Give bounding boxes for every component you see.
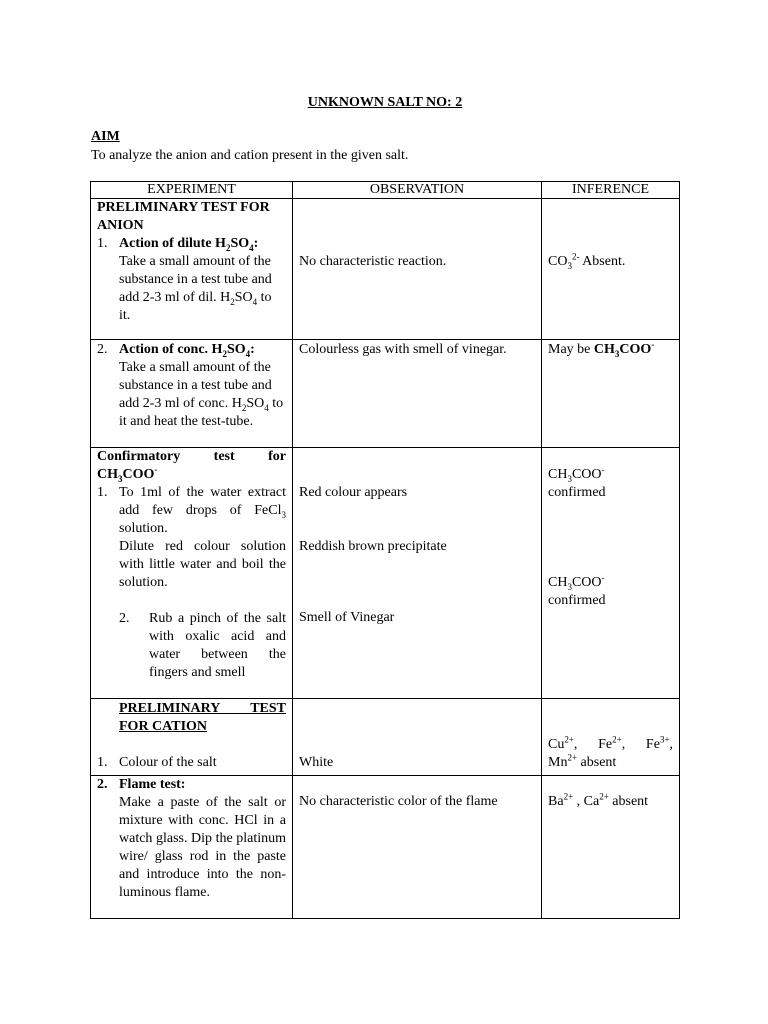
anion-heading: PRELIMINARY TEST FOR ANION: [97, 200, 270, 233]
cation-heading: PRELIMINARY TEST FOR CATION: [119, 701, 286, 734]
item-number: 2.: [97, 342, 108, 357]
table-row: [91, 340, 680, 448]
header-inference: INFERENCE: [542, 182, 680, 199]
item-number: 1.: [97, 485, 108, 500]
experiment-cell: [91, 340, 293, 448]
inference-cell: $CO_3^{2-}$ Absent.: [542, 199, 680, 340]
confirm-heading: Confirmatory test for: [97, 449, 286, 464]
page-title: UNKNOWN SALT NO: 2: [307, 95, 463, 110]
item-number: 2.: [119, 611, 130, 626]
analysis-table: [90, 181, 680, 919]
colour-test: 1. Colour of the salt: [97, 755, 217, 770]
observation-cell: Red colour appears Reddish brown precipitate Smell of Vinegar: [293, 448, 542, 699]
conc-acid-test: 2. Action of conc. $H_2SO_4$: Take a small amount of the substance in a test tube and add 2-3 ml of conc. $H_2SO_4$ to it and heat the test-tube.: [97, 342, 284, 429]
experiment-cell: Confirmatory test for $CH_3COO^-$ 1. To 1ml of the water extract add few drops of FeCl$_3$ solution. Dilute red colour solution with little water and boil the solution. 2. Rub a pinch of the salt with oxalic acid and water between the fingers and smell: [91, 448, 293, 699]
item-number: 1.: [97, 755, 108, 770]
item-number: 2.: [97, 777, 108, 792]
aim-heading: AIM: [91, 129, 120, 144]
observation-cell: No characteristic color of the flame: [293, 776, 542, 919]
experiment-cell: [91, 199, 293, 340]
confirm-step-1: 1. To 1ml of the water extract add few drops of FeCl$_3$ solution.: [97, 485, 286, 536]
table-row: [91, 699, 680, 776]
dilute-acid-test: 1. Action of dilute $H_2SO_4$: Take a small amount of the substance in a test tube and add 2-3 ml of dil. $H_2SO_4$ to it.: [97, 236, 272, 323]
table-row: [91, 448, 680, 699]
confirm-step-1-cont: Dilute red colour solution with little water and boil the solution.: [119, 539, 286, 590]
flame-test: 2. Flame test: Make a paste of the salt or mixture with conc. HCl in a watch glass. Dip the platinum wire/ glass rod in the paste and introduce into the non-luminous flame.: [97, 777, 286, 900]
table-header-row: [91, 182, 680, 199]
header-observation: OBSERVATION: [293, 182, 542, 199]
inference-cell: May be $CH_3COO^-$: [542, 340, 680, 448]
experiment-cell: [91, 776, 293, 919]
header-experiment: EXPERIMENT: [91, 182, 293, 199]
aim-sentence: To analyze the anion and cation present in the given salt.: [91, 148, 409, 163]
item-number: 1.: [97, 236, 108, 251]
table-row: [91, 199, 680, 340]
experiment-cell: [91, 699, 293, 776]
aim-text: [91, 148, 408, 164]
observation-cell: No characteristic reaction.: [293, 199, 542, 340]
table-row: [91, 776, 680, 919]
confirm-step-2: 2. Rub a pinch of the salt with oxalic acid and water between the fingers and smell: [119, 611, 286, 680]
inference-cell: $Ba^{2+}$ , $Ca^{2+}$ absent: [542, 776, 680, 919]
inference-cell: $Cu^{2+}$, $Fe^{2+}$, $Fe^{3+}$, $Mn^{2+}$ absent: [542, 699, 680, 776]
observation-cell: White: [293, 699, 542, 776]
inference-cell: $CH_3COO^-$ confirmed $CH_3COO^-$ confirmed: [542, 448, 680, 699]
observation-cell: Colourless gas with smell of vinegar.: [293, 340, 542, 448]
